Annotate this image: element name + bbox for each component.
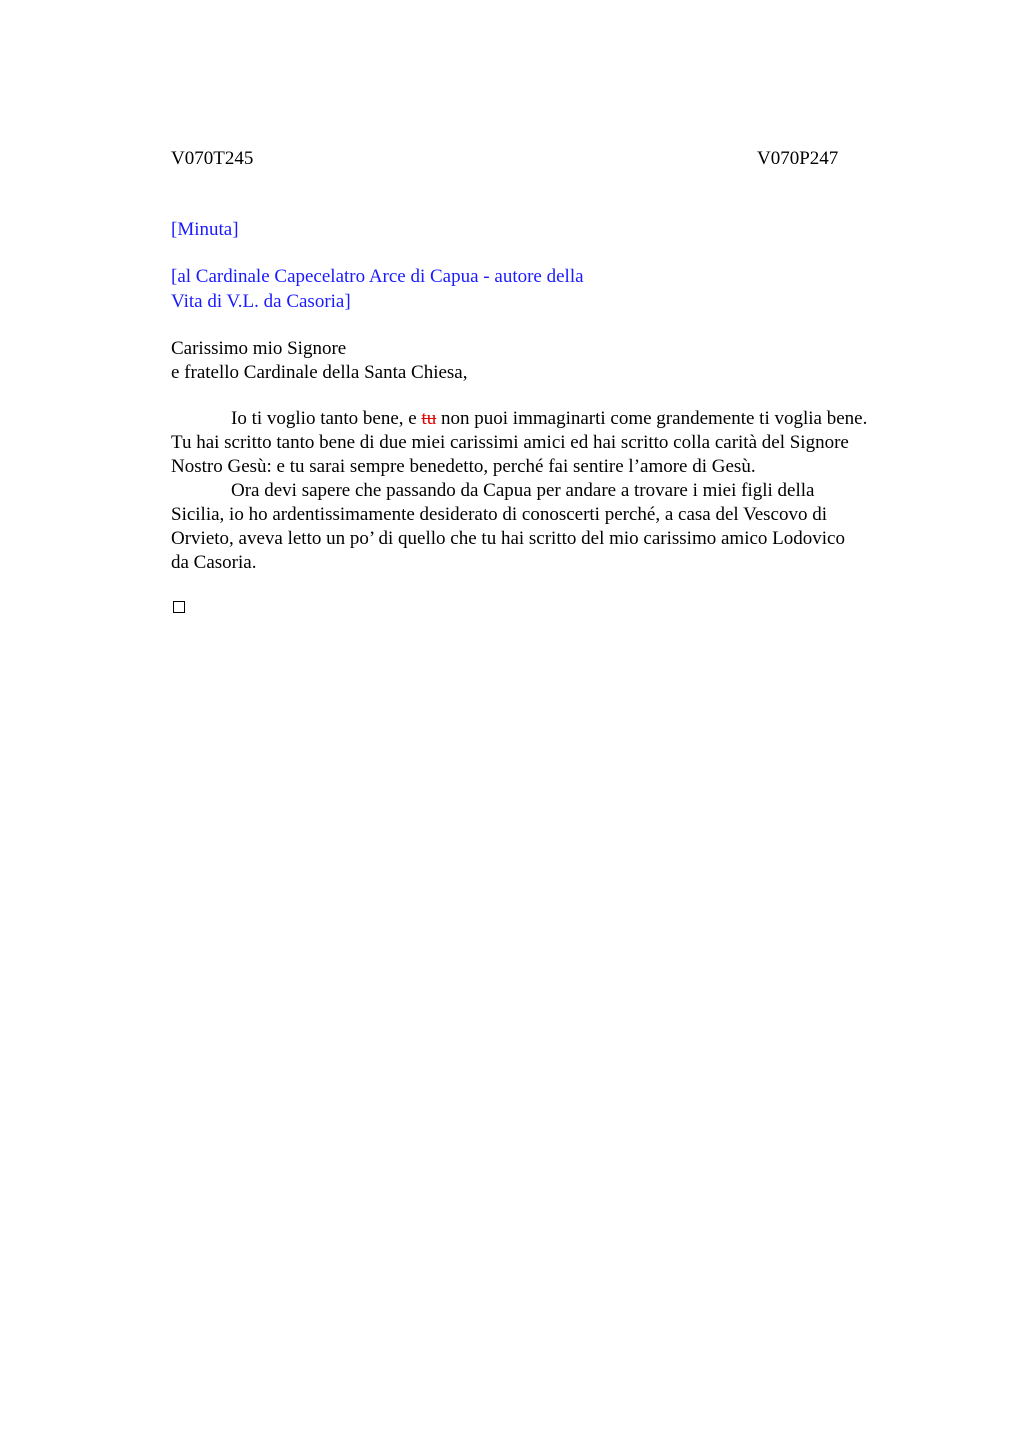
paragraph-2-line-3: Orvieto, aveva letto un po’ di quello che tu hai scritto del mio carissimo amico Lodovico <box>171 528 845 549</box>
document-code-right: V070P247 <box>757 148 839 169</box>
salutation-line-2: e fratello Cardinale della Santa Chiesa, <box>171 362 468 383</box>
paragraph-1-line-1-after: non puoi immaginarti come grandemente ti voglia bene. <box>436 408 868 429</box>
paragraph-2-line-1: Ora devi sapere che passando da Capua per andare a trovare i miei figli della <box>231 480 815 501</box>
addressee-note-line-2: Vita di V.L. da Casoria] <box>171 291 351 312</box>
paragraph-1-line-2: Tu hai scritto tanto bene di due miei carissimi amici ed hai scritto colla carità del Signore <box>171 432 849 453</box>
document-code-left: V070T245 <box>171 148 254 169</box>
minuta-note: [Minuta] <box>171 219 239 240</box>
empty-checkbox-icon <box>173 601 185 613</box>
paragraph-1-line-1 <box>171 407 931 431</box>
paragraph-1-line-3: Nostro Gesù: e tu sarai sempre benedetto, perché fai sentire l’amore di Gesù. <box>171 456 756 477</box>
letter-body <box>171 407 931 575</box>
paragraph-1-line-1-before: Io ti voglio tanto bene, e <box>231 408 422 429</box>
paragraph-2-line-4: da Casoria. <box>171 552 257 573</box>
salutation-line-1: Carissimo mio Signore <box>171 338 347 359</box>
struck-word: tu <box>421 408 437 429</box>
addressee-note-line-1: [al Cardinale Capecelatro Arce di Capua - autore della <box>171 266 584 287</box>
paragraph-2-line-2: Sicilia, io ho ardentissimamente desiderato di conoscerti perché, a casa del Vescovo di <box>171 504 827 525</box>
